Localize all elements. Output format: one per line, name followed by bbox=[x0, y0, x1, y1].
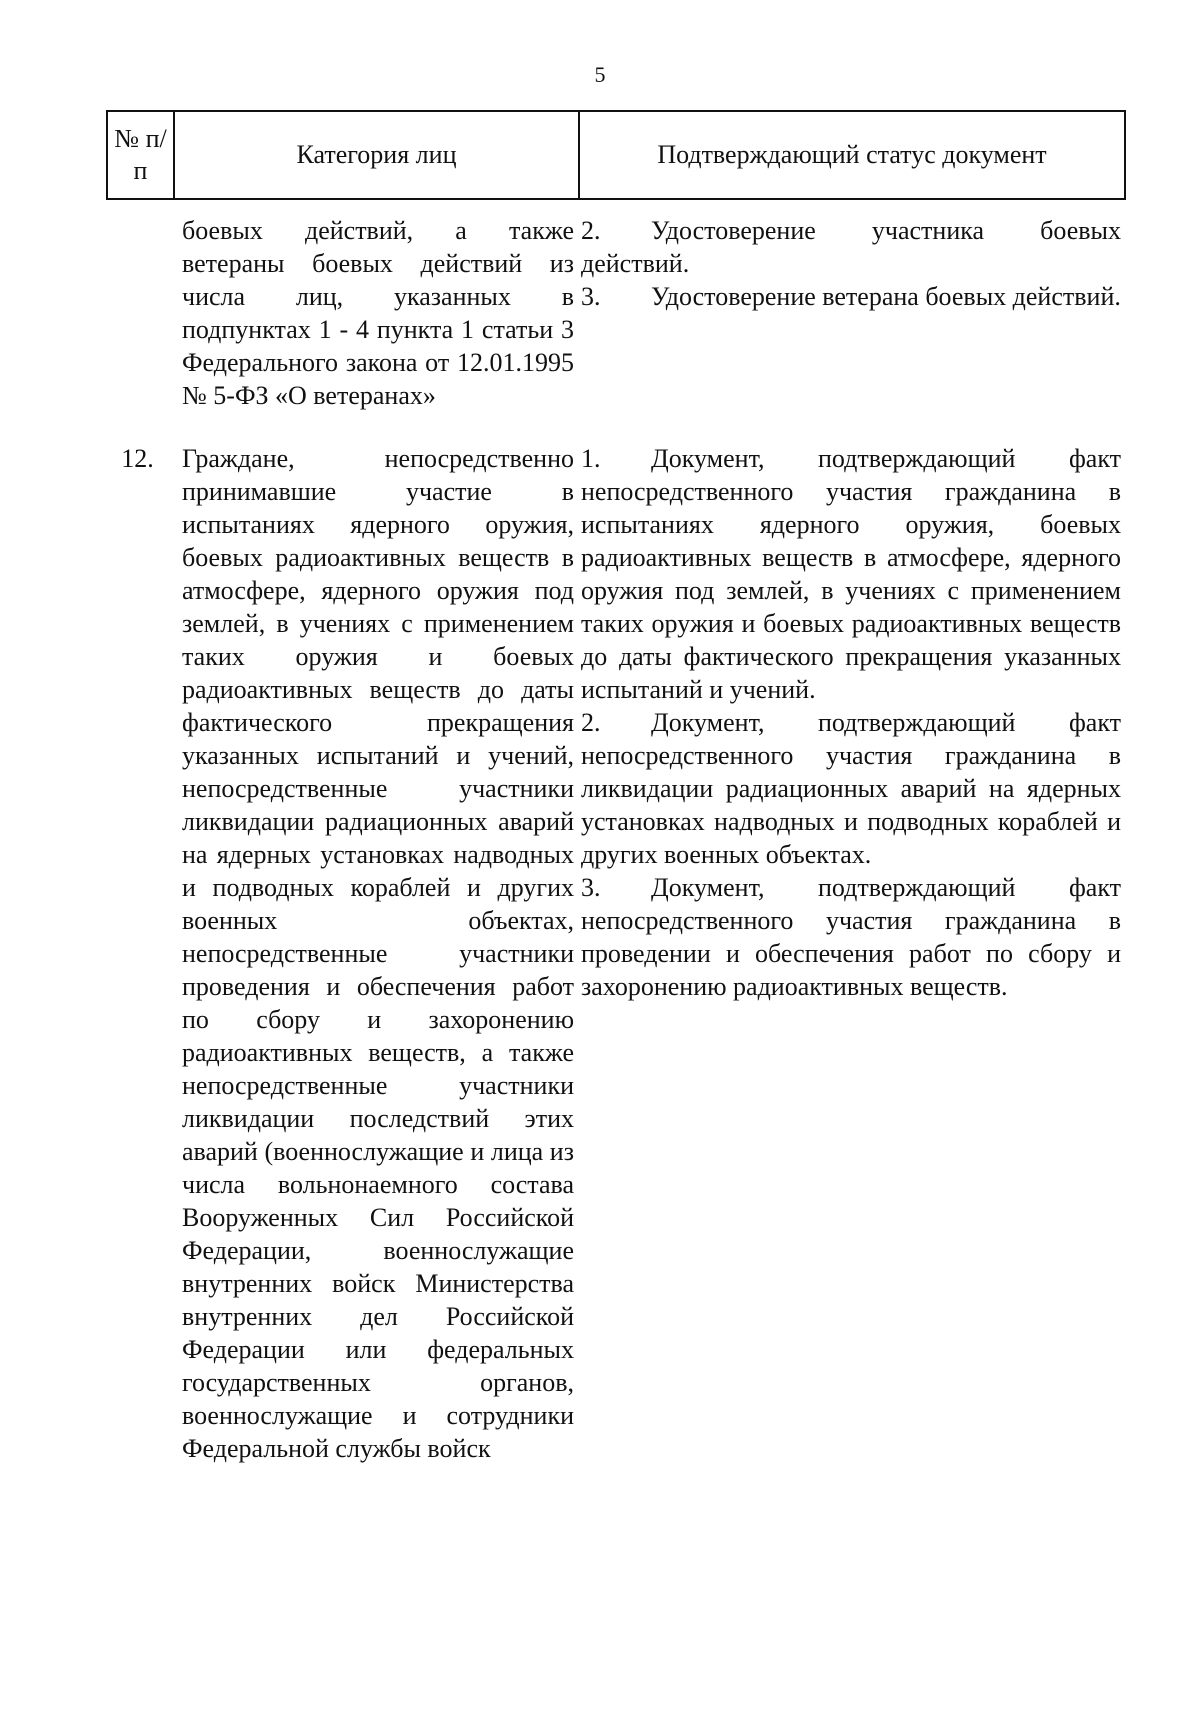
document-item-text: Документ, подтверждающий факт непосредственного участия гражданина в проведении и обеспечения работ по сбору и захоронению радиоактивных веществ. bbox=[581, 873, 1121, 1001]
document-item-text: Удостоверение участника боевых действий. bbox=[581, 216, 1121, 278]
row-number bbox=[107, 199, 174, 412]
header-num: № п/п bbox=[107, 111, 174, 199]
header-document: Подтверждающий статус документ bbox=[579, 111, 1125, 199]
status-documents-table bbox=[106, 110, 1126, 1465]
document-item bbox=[581, 706, 1121, 871]
document-item bbox=[581, 442, 1121, 706]
row-category: Граждане, непосредственно принимавшие участие в испытаниях ядерного оружия, боевых радиоактивных веществ в атмосфере, ядерного оружия под землей, в учениях с применением таких оружия и боевых радиоактивных веществ до даты фактического прекращения указанных испытаний и учений, непосредственные участники ликвидации радиационных аварий на ядерных установках надводных и подводных кораблей и других военных объектах, непосредственные участники проведения и обеспечения работ по сбору и захоронению радиоактивных веществ, а также непосредственные участники ликвидации последствий этих аварий (военнослужащие и лица из числа вольнонаемного состава Вооруженных Сил Российской Федерации, военнослужащие внутренних войск Министерства внутренних дел Российской Федерации или федеральных государственных органов, военнослужащие и сотрудники Федеральной службы войск bbox=[182, 444, 574, 1463]
document-item-text: Документ, подтверждающий факт непосредственного участия гражданина в испытаниях ядерного оружия, боевых радиоактивных веществ в атмосфере, ядерного оружия под землей, в учениях с применением таких оружия и боевых радиоактивных веществ до даты фактического прекращения указанных испытаний и учений. bbox=[581, 444, 1121, 704]
row-documents bbox=[579, 442, 1125, 1465]
table-row bbox=[107, 442, 1125, 1465]
document-item-text: Удостоверение ветерана боевых действий. bbox=[651, 282, 1121, 311]
row-spacer bbox=[107, 412, 1125, 442]
document-item-num: 2. bbox=[581, 216, 601, 245]
document-item bbox=[581, 871, 1121, 1003]
table-row bbox=[107, 199, 1125, 412]
row-category: боевых действий, а также ветераны боевых действий из числа лиц, указанных в подпунктах 1 - 4 пункта 1 статьи 3 Федерального закона от 12.01.1995 № 5-ФЗ «О ветеранах» bbox=[182, 216, 574, 410]
page-number: 5 bbox=[594, 62, 606, 87]
document-item-text: Документ, подтверждающий факт непосредственного участия гражданина в ликвидации радиационных аварий на ядерных установках надводных и подводных кораблей и других военных объектах. bbox=[581, 708, 1121, 869]
row-number: 12. bbox=[121, 444, 154, 473]
document-item-num: 1. bbox=[581, 444, 601, 473]
document-item-num: 3. bbox=[581, 873, 601, 902]
document-item-num: 2. bbox=[581, 708, 601, 737]
document-item bbox=[581, 280, 1121, 313]
document-item-num: 3. bbox=[581, 282, 601, 311]
document-item bbox=[581, 214, 1121, 280]
table-header-row bbox=[107, 111, 1125, 199]
header-category: Категория лиц bbox=[174, 111, 579, 199]
row-documents bbox=[579, 199, 1125, 412]
